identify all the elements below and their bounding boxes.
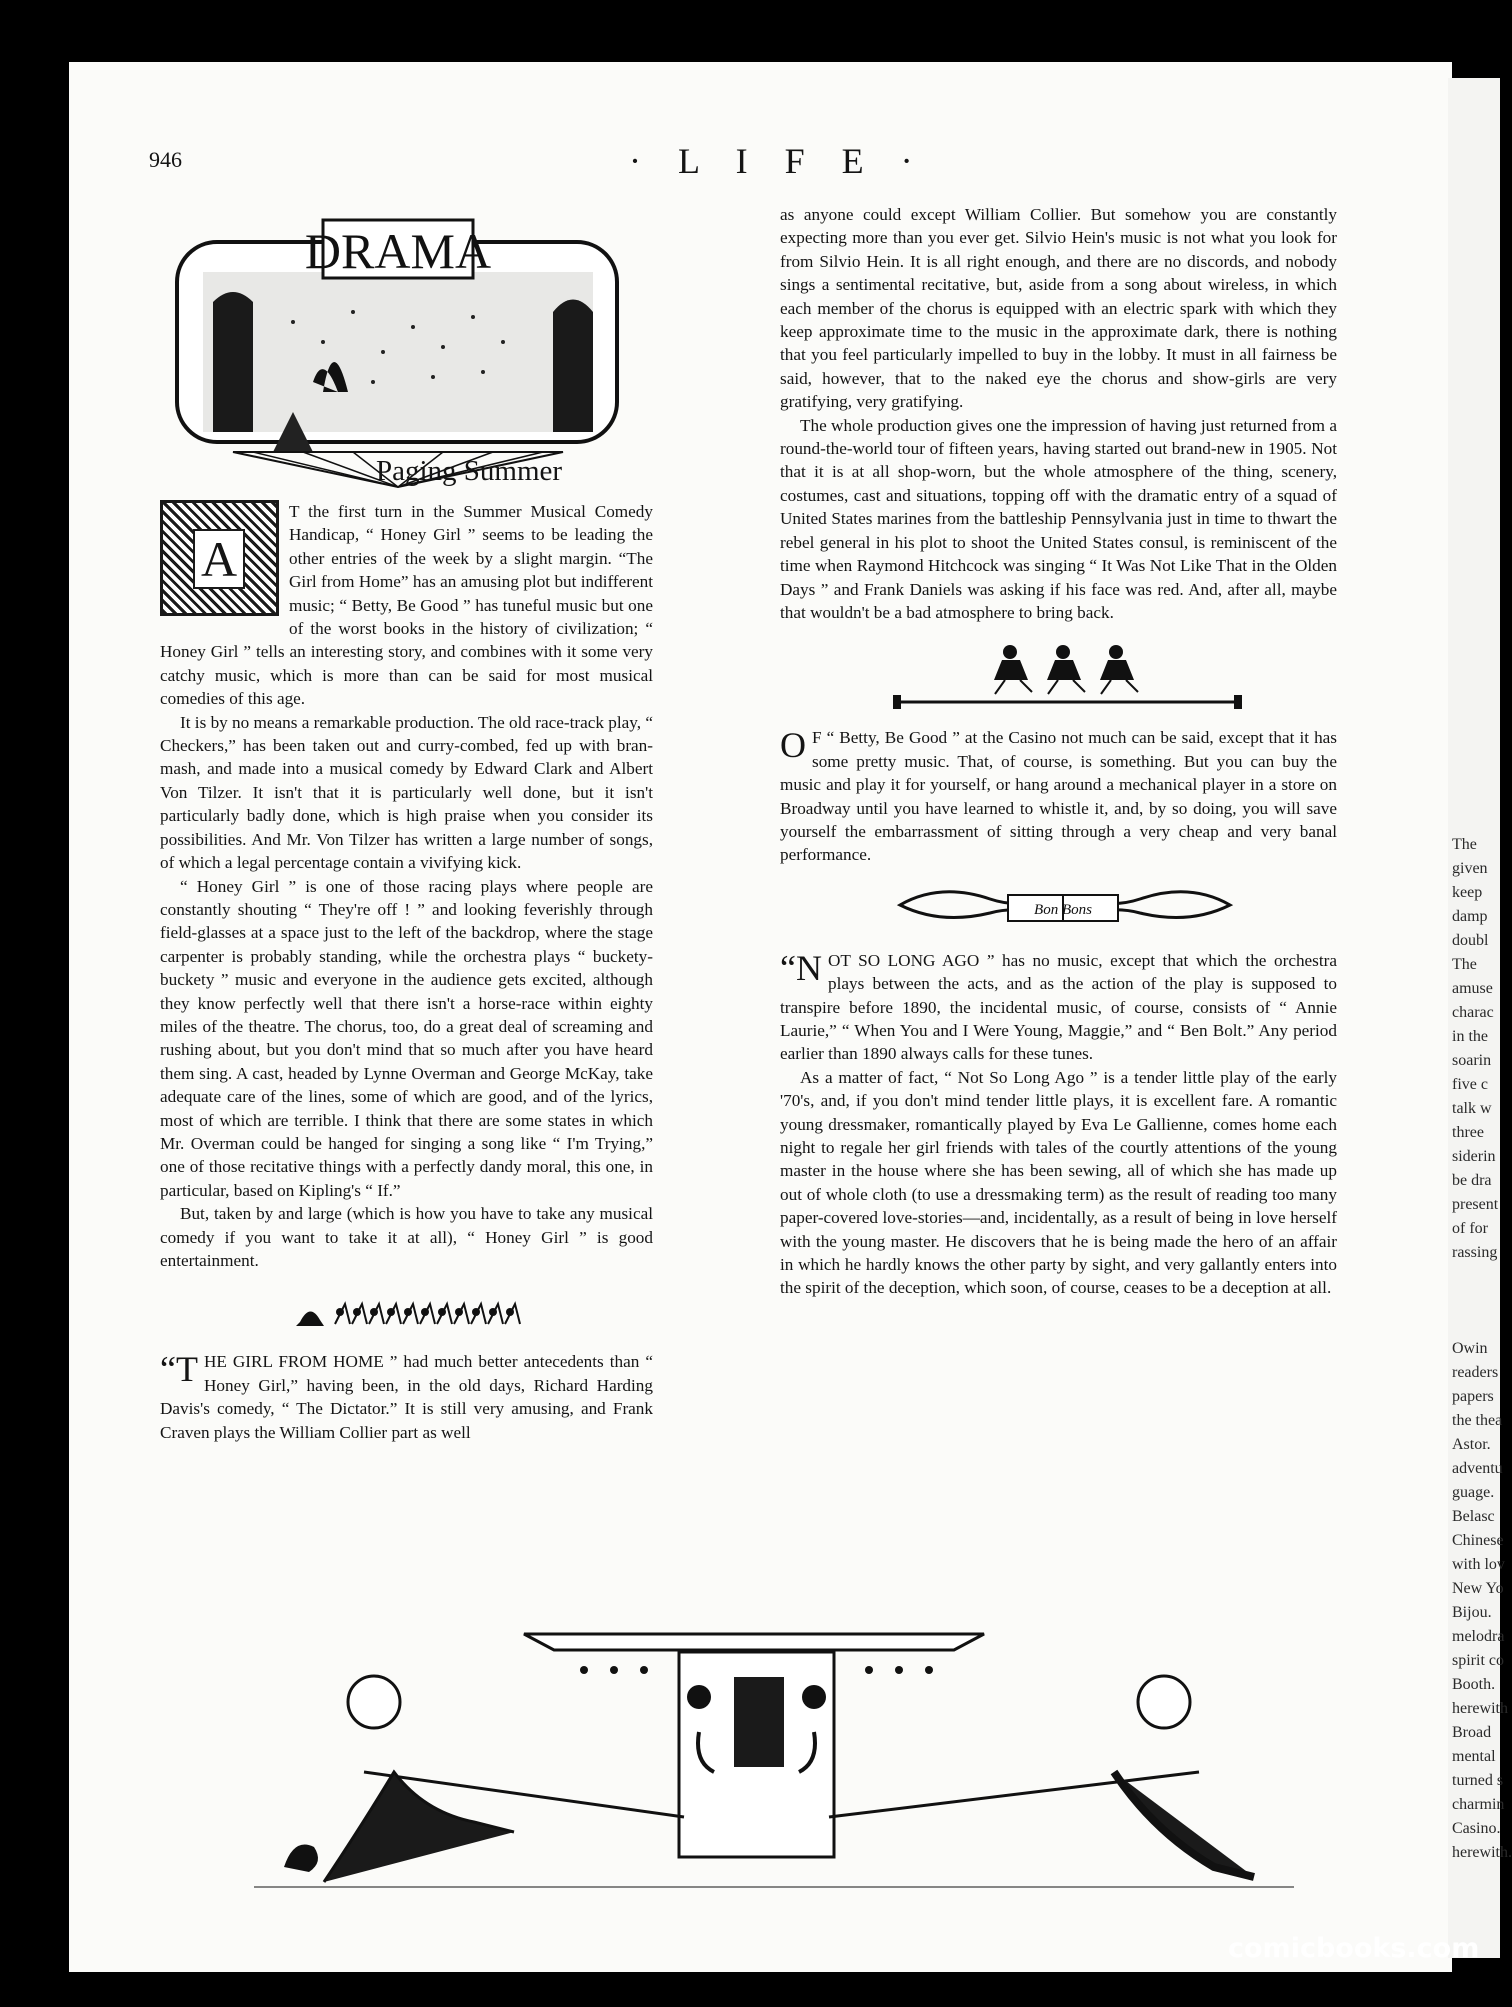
facing-page-line: Bijou. — [1452, 1604, 1492, 1621]
facing-page-line: talk w — [1452, 1100, 1492, 1117]
facing-page-line — [1452, 1313, 1500, 1337]
facing-page-line: with lov — [1452, 1556, 1505, 1573]
facing-page-line: five c — [1452, 1076, 1488, 1093]
facing-page-edge — [1448, 78, 1512, 1958]
drama-banner-illustration — [173, 212, 623, 490]
paragraph-not-so-long-ago — [780, 949, 1337, 1066]
paragraph: It is by no means a remarkable production. The old race-track play, “ Checkers,” has been taken out and curry-combed, fed up with bran-mash, and made into a musical comedy by Edward Clark and Albert Von Tilzer. It isn't that it is particularly well done, but it isn't particularly badly done, which is high praise when you consider its possibilities. And Mr. Von Tilzer has written a large number of songs, of which a legal percentage contain a vivifying kick. — [160, 712, 653, 873]
facing-page-line: keep — [1452, 884, 1483, 901]
bonbons-ribbon-vignette — [780, 877, 1337, 939]
page-number: 946 — [149, 147, 182, 172]
facing-page-line: guage. — [1452, 1484, 1495, 1501]
facing-page-text-fragments — [1448, 78, 1512, 1865]
facing-page-line: papers — [1452, 1388, 1494, 1405]
paragraph-intro — [160, 500, 653, 711]
facing-page-line: New Yo — [1452, 1580, 1504, 1597]
facing-page-line: herewith — [1452, 1700, 1508, 1717]
masthead-title: · L I F E · — [629, 141, 927, 181]
column-right — [780, 203, 1337, 1300]
ornamental-dropcap — [160, 500, 279, 616]
bonbons-label: Bon Bons — [1034, 901, 1092, 918]
facing-page-line: given — [1452, 860, 1488, 877]
facing-page-line: of for — [1452, 1220, 1488, 1237]
paragraph-cap: “N — [780, 947, 822, 988]
facing-page-line: amuse — [1452, 980, 1493, 997]
dropcap-letter: A — [193, 529, 245, 589]
facing-page-line: Booth. — [1452, 1676, 1496, 1693]
paragraph-text: F “ Betty, Be Good ” at the Casino not much can be said, except that it has some pretty music. That, of course, is something. But you can buy the music and play it for yourself, or hang around a mechanical player in a store on Broadway until you have learned to whistle it, and, by so doing, you will save yourself the embarrassment of sitting through a very cheap and very banal performance. — [780, 728, 1337, 865]
facing-page-line: rassing — [1452, 1244, 1498, 1261]
paragraph: The whole production gives one the impression of having just returned from a round-the-world tour of fifteen years, having started out brand-new in 1905. Not that it is at all shop-worn, but the whole atmosphere of the thing, scenery, costumes, cast and situations, topping off with the dramatic entry of a squad of United States marines from the battleship Pennsylvania just in time to thwart the rebel general in his plot to shoot the United States consul, is reminiscent of the time when Raymond Hitchcock was singing “ It Was Not Like That in the Olden Days ” and Frank Daniels was asking if his face was red. And, after all, maybe that wouldn't be a bad atmosphere to bring back. — [780, 415, 1337, 622]
facing-page-line: The — [1452, 836, 1477, 853]
paragraph: But, taken by and large (which is how you have to take any musical comedy if you want to take it at all), “ Honey Girl ” is good entertainment. — [160, 1204, 653, 1270]
facing-page-line: melodra — [1452, 1628, 1505, 1645]
facing-page-line: three — [1452, 1124, 1484, 1141]
facing-page-line: the thea — [1452, 1412, 1503, 1429]
facing-page-line: spirit co — [1452, 1652, 1504, 1669]
paragraph-girl-from-home — [160, 1350, 653, 1444]
facing-page-line: siderin — [1452, 1148, 1496, 1165]
drama-banner-title: DRAMA — [304, 223, 492, 279]
facing-page-line: mental — [1452, 1748, 1496, 1765]
magazine-page — [69, 62, 1452, 1972]
facing-page-line: charac — [1452, 1004, 1494, 1021]
facing-page-line: The — [1452, 956, 1477, 973]
facing-page-line: Astor. — [1452, 1436, 1491, 1453]
facing-page-line: be dra — [1452, 1172, 1492, 1189]
sedan-chair-illustration — [214, 1622, 1414, 1912]
dancers-vignette — [780, 630, 1337, 720]
paragraph: as anyone could except William Collier. But somehow you are constantly expecting more than you ever get. Silvio Hein's music is not what you look for from Silvio Hein. It is all right enough, and there are no discords, and nobody sings a sentimental recitative, but, aside from a song about wireless, in which each member of the chorus is equipped with an electric spark with which they keep approximate time to the music in the approximate dark, there is nothing that you feel particularly impelled to buy in the lobby. It must in all fairness be said, however, that to the naked eye the chorus and show-girls are very gratifying, very gratifying. — [780, 205, 1337, 412]
paragraph: “ Honey Girl ” is one of those racing plays where people are constantly shouting “ They're off ! ” and looking feverishly through field-glasses at a space just to the left of the backdrop, where the stage carpenter is probably standing, while the orchestra plays “ buckety-buckety ” music and everyone in the audience gets excited, although they know perfectly well that there isn't a horse-race within eighty miles of the theatre. The chorus, too, do a great deal of screaming and rushing about, but you don't mind that so much after you have heard them sing. A cast, headed by Lynne Overman and George McKay, take adequate care of the lines, some of which are good, and of the lyrics, most of which are terrible. I think that there are some states in which Mr. Overman could be hanged for singing a song like “ I'm Trying,” one of those recitative things with a perfectly dandy moral, this one, in particular, based on Kipling's “ If.” — [160, 876, 653, 1200]
paragraph: As a matter of fact, “ Not So Long Ago ” is a tender little play of the early '70's, and, if you don't mind tender little plays, it is excellent fare. A romantic young dressmaker, romantically played by Eva Le Gallienne, comes home each night to regale her girl friends with tales of the courtly attentions of the young master in the house where she has been sewing, all of which she has made up out of whole cloth (to use a dressmaking term) as the result of reading too many paper-covered love-stories—and, incidentally, as a result of being in love herself with the young master. He discovers that he is being made the hero of an affair in which he hardly knows the other party by sight, and very gallantly enters into the spirit of the deception, which soon, of course, ceases to be a deception at all. — [780, 1067, 1337, 1298]
column-left — [160, 500, 653, 1444]
facing-page-line: present — [1452, 1196, 1499, 1213]
facing-page-line: in the — [1452, 1028, 1488, 1045]
facing-page-line — [1452, 1289, 1500, 1313]
horse-race-vignette — [160, 1282, 653, 1342]
facing-page-line: Belasc — [1452, 1508, 1495, 1525]
facing-page-line — [1452, 1265, 1500, 1289]
paragraph-cap: O — [780, 725, 806, 766]
facing-page-line: Owin — [1452, 1340, 1488, 1357]
facing-page-line: Chinese — [1452, 1532, 1504, 1549]
paragraph-cap: “T — [160, 1349, 198, 1390]
facing-page-line: doubl — [1452, 932, 1489, 949]
facing-page-line: charmin — [1452, 1796, 1505, 1813]
paragraph-text: HE GIRL FROM HOME ” had much better antecedents than “ Honey Girl,” having been, in the old days, Richard Harding Davis's comedy, “ The Dictator.” It is still very amusing, and Frank Craven plays the William Collier part as well — [160, 1352, 653, 1442]
paragraph-betty — [780, 726, 1337, 866]
paragraph-intro-text: T the first turn in the Summer Musical Comedy Handicap, “ Honey Girl ” seems to be leading the other entries of the week by a slight margin. “The Girl from Home” has an amusing plot but indifferent music; “ Betty, Be Good ” has tuneful music but one of the worst books in the history of civilization; “ Honey Girl ” tells an interesting story, and combines with it some very catchy music, which is more than can be said for most musical comedies of this age. — [160, 502, 653, 709]
paragraph-text: OT SO LONG AGO ” has no music, except that which the orchestra plays between the acts, and as the action of the play is supposed to transpire before 1890, the incidental music, of course, consists of “ Annie Laurie,” “ When You and I Were Young, Maggie,” and “ Ben Bolt.” Any period earlier than 1890 always calls for these tunes. — [780, 950, 1337, 1064]
facing-page-line: herewith. — [1452, 1844, 1512, 1861]
facing-page-line: soarin — [1452, 1052, 1492, 1069]
article-headline: Paging Summer — [375, 455, 563, 487]
facing-page-line: readers — [1452, 1364, 1499, 1381]
facing-page-line: adventu — [1452, 1460, 1503, 1477]
facing-page-line: Casino. — [1452, 1820, 1501, 1837]
watermark: comicbooks.com — [1228, 1933, 1480, 1964]
facing-page-line: Broad — [1452, 1724, 1492, 1741]
facing-page-line: damp — [1452, 908, 1488, 925]
facing-page-line: turned s — [1452, 1772, 1504, 1789]
